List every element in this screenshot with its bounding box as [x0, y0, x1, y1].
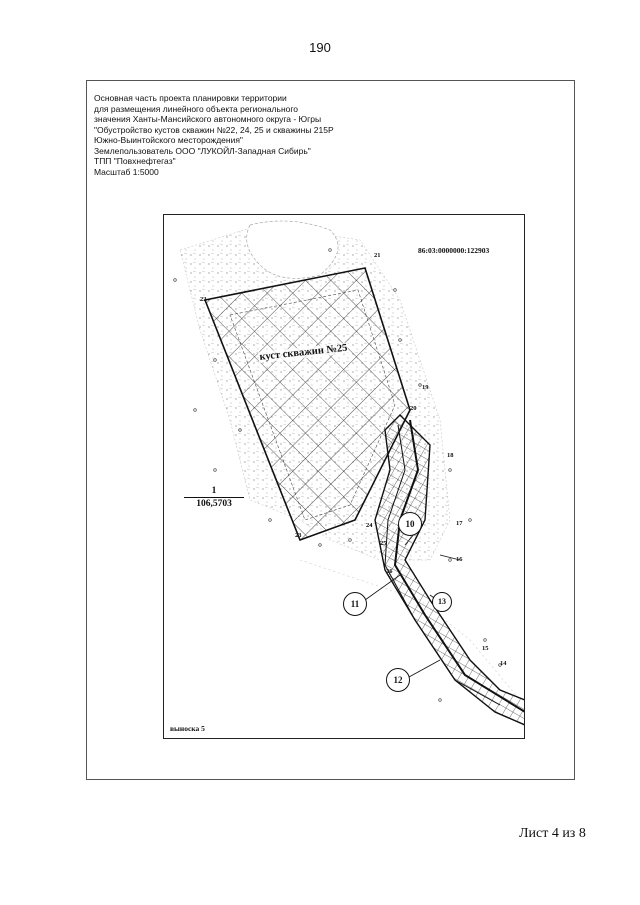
callout-marker: 12 [386, 668, 410, 692]
sheet-number: Лист 4 из 8 [519, 826, 586, 841]
point-label: 19 [422, 384, 429, 391]
well-pad-label: куст скважин №25 [258, 342, 348, 363]
point-label: 20 [410, 405, 417, 412]
fraction-bar [184, 497, 244, 498]
point-label: 16 [456, 556, 463, 563]
point-label: 15 [482, 645, 489, 652]
point-label: 25 [380, 540, 387, 547]
area-fraction [184, 486, 244, 509]
callout-marker: 10 [398, 512, 422, 536]
fraction-numerator: 1 [211, 486, 217, 496]
point-label: 21 [374, 252, 381, 259]
header-line: ТПП "Повхнефтегаз" [94, 156, 176, 166]
fraction-denominator: 106,5703 [196, 499, 232, 509]
header-line: Основная часть проекта планировки территории [94, 93, 287, 103]
inset-label: выноска 5 [170, 724, 205, 733]
point-label: 22 [200, 296, 207, 303]
point-label: 17 [456, 520, 463, 527]
cadastral-number: 86:03:0000000:122903 [418, 246, 490, 255]
point-label: 24 [366, 522, 373, 529]
point-label: 23 [295, 532, 302, 539]
header-line: "Обустройство кустов скважин №22, 24, 25 и скважины 215Р [94, 124, 334, 135]
header-line: значения Ханты-Мансийского автономного округа - Югры [94, 114, 322, 124]
header-line: для размещения линейного объекта регионального [94, 103, 298, 114]
header-line: Южно-Выинтойского месторождения" [94, 135, 243, 145]
point-label: 26 [386, 568, 393, 575]
point-label: 18 [447, 452, 454, 459]
page-number: 190 [309, 40, 331, 55]
header-line: Землепользователь ООО "ЛУКОЙЛ-Западная Сибирь" [94, 145, 311, 156]
callout-marker: 11 [343, 592, 367, 616]
header-line: Масштаб 1:5000 [94, 166, 159, 177]
point-label: 14 [500, 660, 507, 667]
callout-marker: 13 [432, 592, 452, 612]
